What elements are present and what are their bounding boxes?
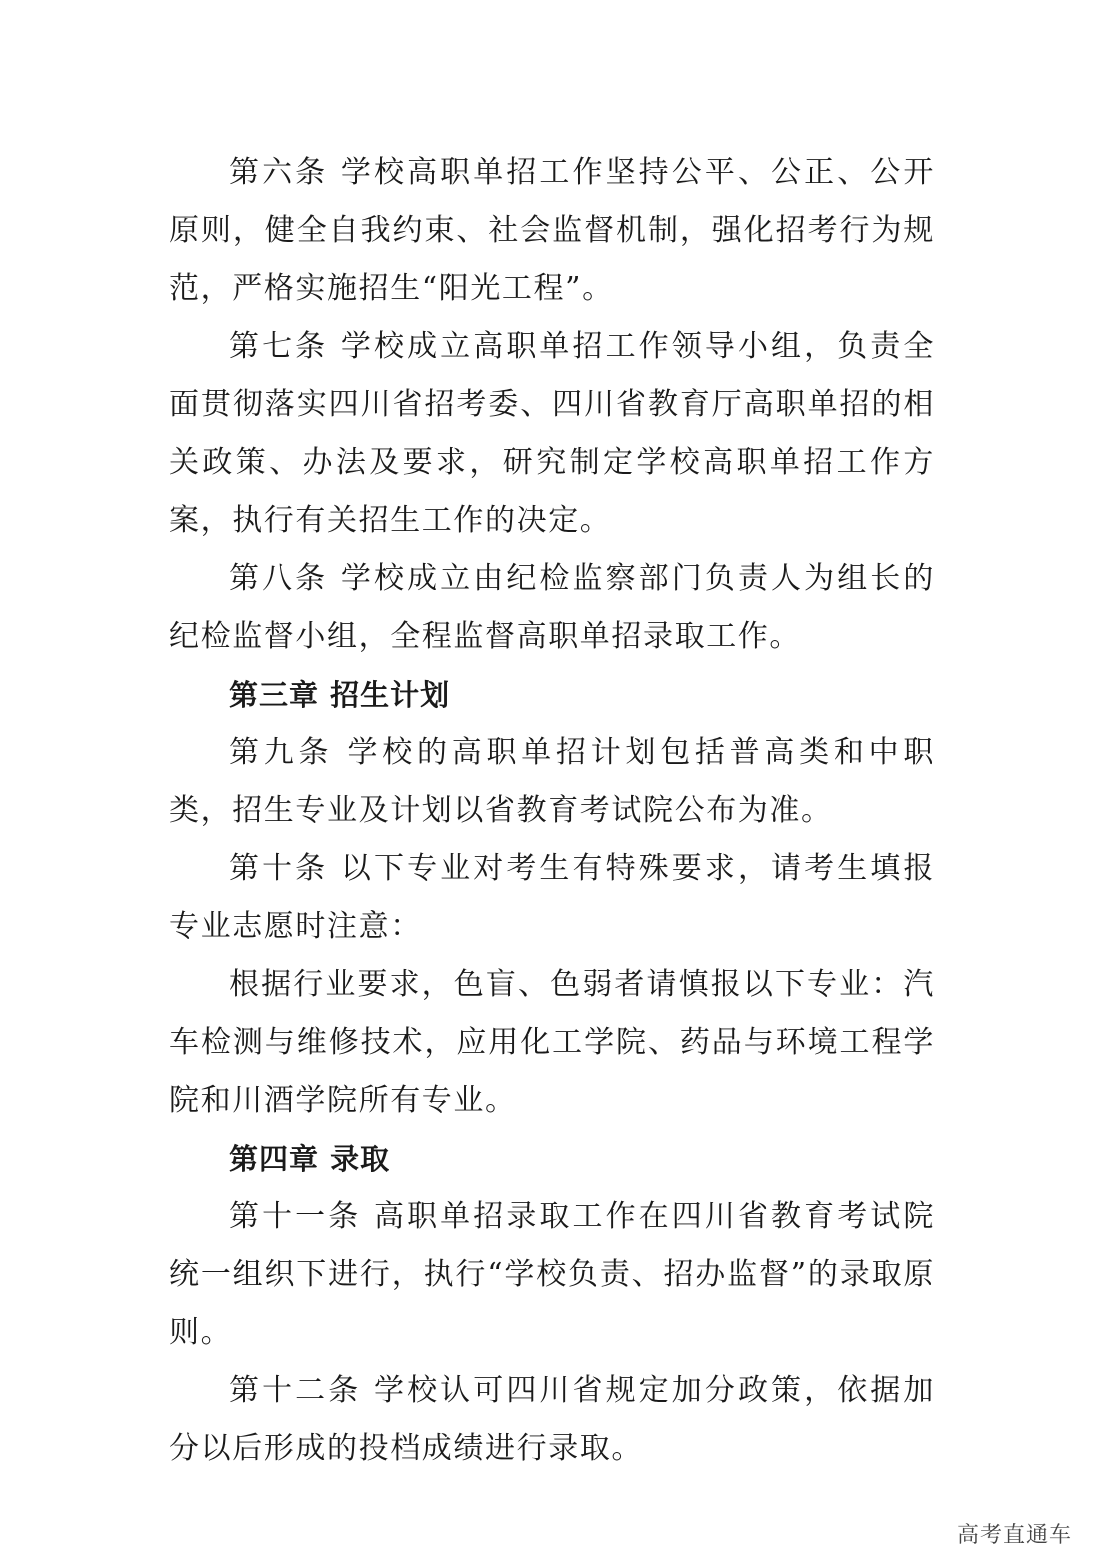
article-8: 第八条 学校成立由纪检监察部门负责人为组长的纪检监督小组，全程监督高职单招录取工作。: [169, 561, 935, 654]
article-6: 第六条 学校高职单招工作坚持公平、公正、公开原则，健全自我约束、社会监督机制，强化招考行为规范，严格实施招生“阳光工程”。: [169, 155, 935, 306]
chapter-4-heading: 第四章 录取: [229, 1142, 391, 1176]
article-9: 第九条 学校的高职单招计划包括普高类和中职类，招生专业及计划以省教育考试院公布为准。: [169, 735, 935, 828]
watermark: 高考直通车: [956, 1523, 1072, 1548]
chapter-3-heading: 第三章 招生计划: [229, 678, 451, 712]
article-12: 第十二条 学校认可四川省规定加分政策，依据加分以后形成的投档成绩进行录取。: [169, 1373, 935, 1466]
document-body: [169, 144, 935, 1478]
article-11: 第十一条 高职单招录取工作在四川省教育考试院统一组织下进行，执行“学校负责、招办监督”的录取原则。: [169, 1199, 935, 1350]
article-10-detail: 根据行业要求，色盲、色弱者请慎报以下专业：汽车检测与维修技术，应用化工学院、药品与环境工程学院和川酒学院所有专业。: [169, 967, 935, 1118]
article-10: 第十条 以下专业对考生有特殊要求，请考生填报专业志愿时注意：: [169, 851, 935, 944]
article-7: 第七条 学校成立高职单招工作领导小组，负责全面贯彻落实四川省招考委、四川省教育厅高职单招的相关政策、办法及要求，研究制定学校高职单招工作方案，执行有关招生工作的决定。: [169, 329, 935, 538]
